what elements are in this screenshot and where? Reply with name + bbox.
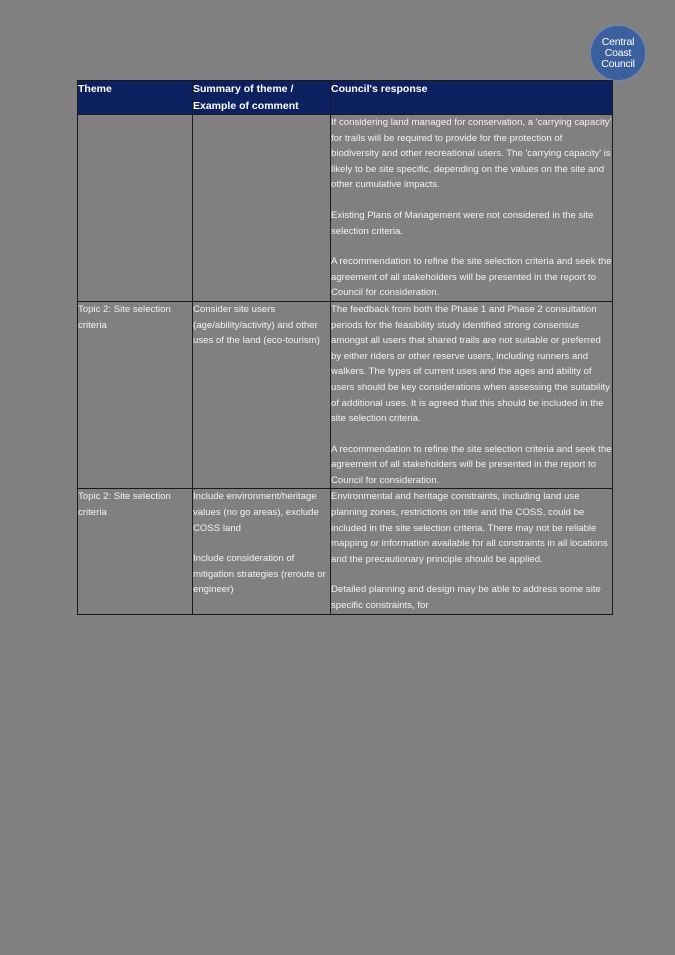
table-header	[78, 81, 613, 115]
summary-paragraph: Include environment/heritage values (no go areas), exclude COSS land	[193, 491, 319, 534]
response-paragraph: The feedback from both the Phase 1 and Phase 2 consultation periods for the feasibility study identified strong consensus amongst all users that shared trails are not suitable or preferred by either riders or other reserve users, including runners and walkers. The types of current uses and the ages and ability of users should be key considerations when assessing the suitability of additional uses. It is agreed that this should be included in the site selection criteria.	[331, 303, 610, 425]
cell-theme	[78, 115, 193, 302]
response-paragraph: Existing Plans of Management were not considered in the site selection criteria.	[331, 209, 594, 237]
response-paragraph: A recommendation to refine the site selection criteria and seek the agreement of all stakeholders will be presented in the report to Council for consideration.	[331, 443, 612, 486]
table-header-row	[78, 81, 613, 115]
response-paragraph: Environmental and heritage constraints, including land use planning zones, restrictions on title and the COSS, could be included in the site selection criteria. There may not be reliable mapping or information available for all constraints in all locations and the precautionary principle should be applied.	[331, 491, 608, 565]
table-row	[78, 115, 613, 302]
table-row	[78, 489, 613, 614]
summary-text: Consider site users (age/ability/activity) and other uses of the land (eco-tourism)	[193, 303, 320, 347]
theme-text: Topic 2: Site selection criteria	[78, 303, 171, 331]
column-header-theme: Theme	[78, 81, 193, 115]
response-paragraph: Detailed planning and design may be able to address some site specific constraints, for	[331, 584, 601, 612]
cell-summary	[193, 301, 331, 489]
cell-summary	[193, 115, 331, 302]
central-coast-council-logo	[590, 25, 646, 81]
logo-line-3: Council	[601, 57, 635, 70]
response-paragraph: If considering land managed for conservation, a 'carrying capacity' for trails will be required to provide for the protection of biodiversity and other recreational users. The 'carrying capacity' is likely to be site specific, depending on the values on the site and other cumulative impacts.	[331, 117, 612, 191]
cell-theme	[78, 301, 193, 489]
cell-response	[331, 489, 613, 614]
cell-response	[331, 115, 613, 302]
cell-summary	[193, 489, 331, 614]
logo-line-2: Coast	[604, 46, 632, 59]
summary-paragraph: Include consideration of mitigation strategies (reroute or engineer)	[193, 553, 326, 596]
table-row	[78, 301, 613, 489]
response-paragraph: A recommendation to refine the site selection criteria and seek the agreement of all stakeholders will be presented in the report to Council for consideration.	[331, 256, 612, 299]
table-body	[78, 115, 613, 615]
logo-line-1: Central	[601, 35, 635, 48]
cell-theme	[78, 489, 193, 614]
column-header-response: Council's response	[331, 81, 613, 115]
column-header-summary: Summary of theme / Example of comment	[193, 81, 331, 115]
consultation-response-table	[77, 80, 613, 615]
theme-text: Topic 2: Site selection criteria	[78, 491, 171, 519]
cell-response	[331, 301, 613, 489]
